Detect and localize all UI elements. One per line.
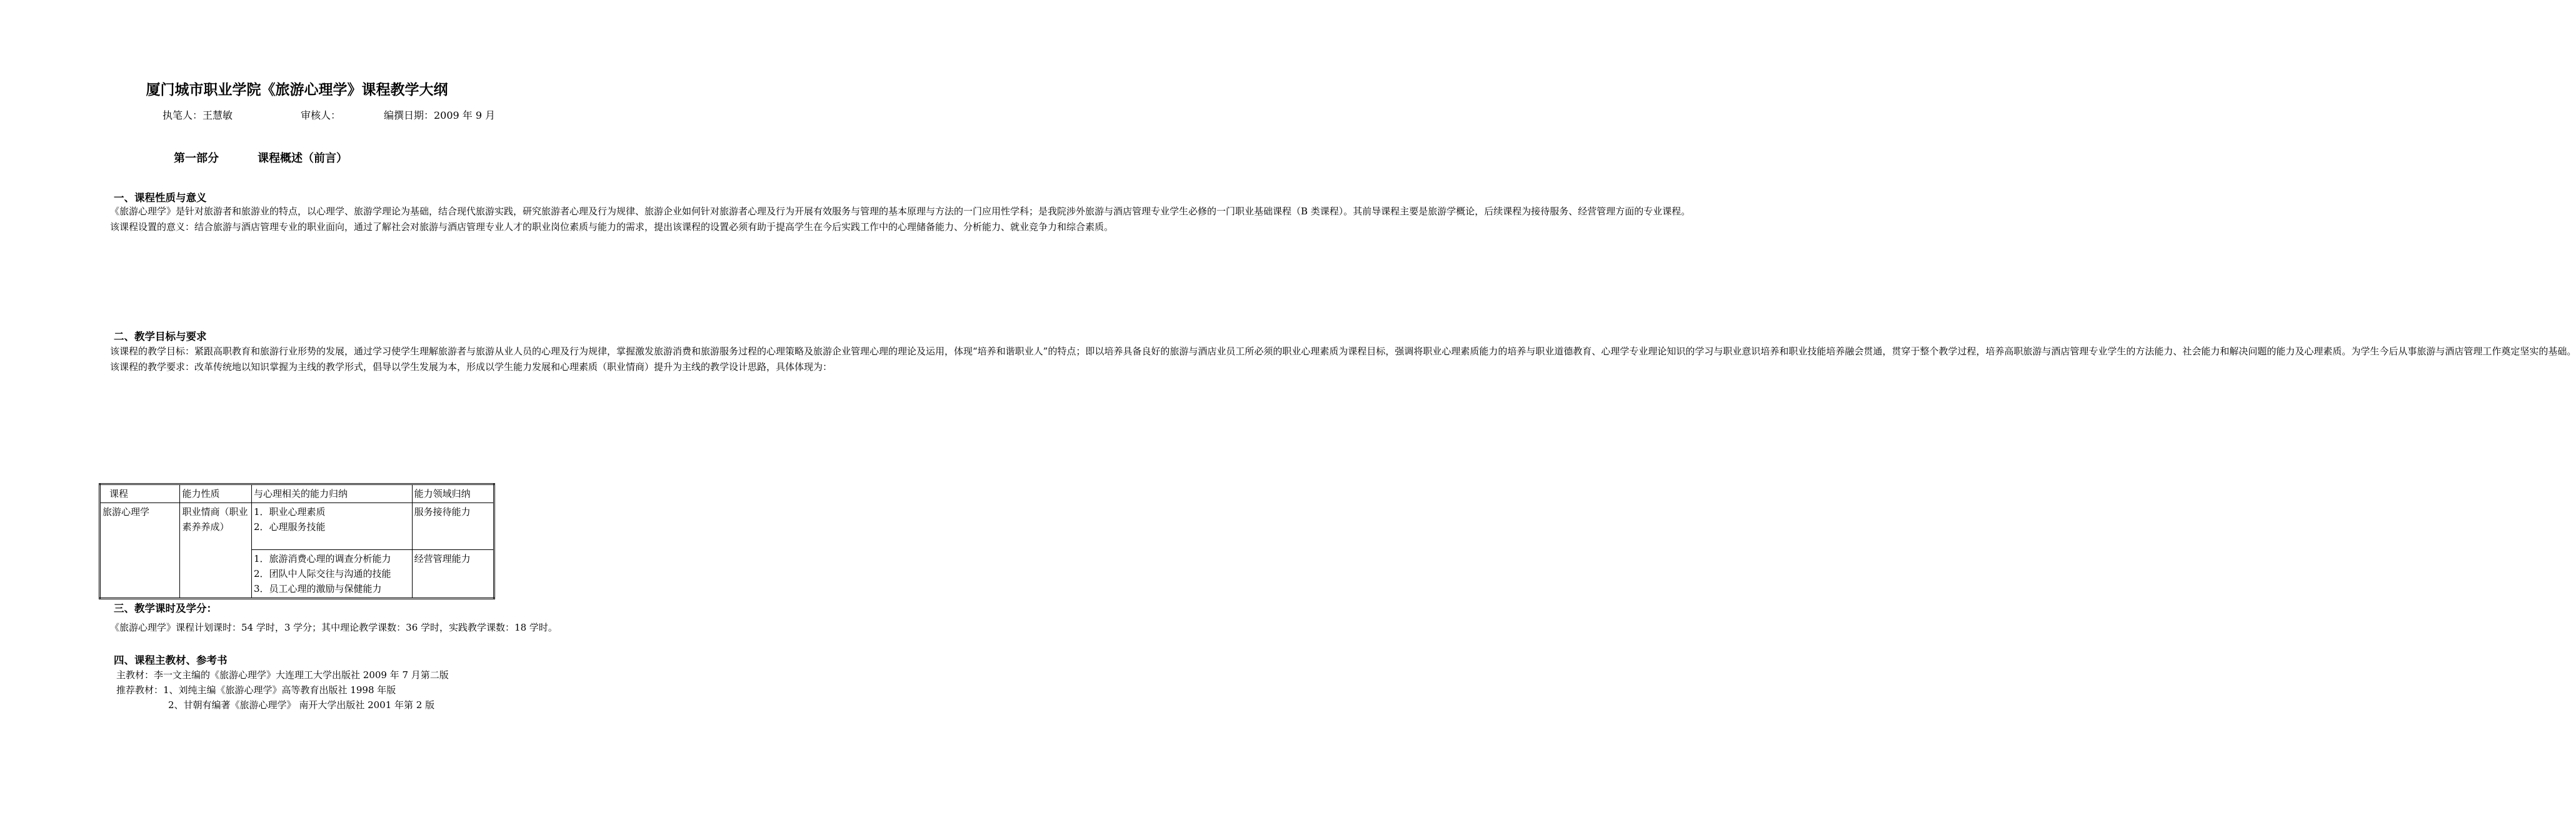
section-1-paragraph-2: 该课程设置的意义：结合旅游与酒店管理专业的职业面向，通过了解社会对旅游与酒店管理专业人才的职业岗位素质与能力的需求，提出该课程的设置必须有助于提高学生在今后实践工作中的心理储备能力、分析能力、就业竞争力和综合素质。 bbox=[110, 221, 1114, 232]
section-3-heading: 三、教学课时及学分： bbox=[114, 602, 217, 614]
group2-abilities bbox=[251, 550, 412, 599]
section-1-heading: 一、课程性质与意义 bbox=[114, 192, 207, 204]
section-2-body bbox=[91, 344, 2576, 375]
header-abilities: 与心理相关的能力归纳 bbox=[251, 484, 412, 503]
author: 执笔人：王慧敏 bbox=[163, 109, 233, 121]
section-2-paragraph-2: 该课程的教学要求：改革传统地以知识掌握为主线的教学形式，倡导以学生发展为本，形成以学生能力发展和心理素质（职业情商）提升为主线的教学设计思路，具体体现为： bbox=[110, 361, 833, 372]
section-3-body bbox=[91, 620, 558, 636]
course-cell: 旅游心理学 bbox=[100, 503, 180, 599]
compile-date: 编撰日期：2009 年 9 月 bbox=[384, 109, 496, 121]
list-item: 2．团队中人际交往与沟通的技能 bbox=[253, 568, 391, 579]
section-1-body bbox=[91, 204, 1691, 235]
group2-domain: 经营管理能力 bbox=[412, 550, 494, 599]
list-item: 2．心理服务技能 bbox=[253, 521, 326, 532]
section-2-heading: 二、教学目标与要求 bbox=[114, 331, 207, 342]
group1-abilities bbox=[251, 503, 412, 550]
list-item: 3．员工心理的激励与保健能力 bbox=[253, 583, 382, 594]
list-item: 1．旅游消费心理的调查分析能力 bbox=[253, 553, 391, 564]
reviewer: 审核人： bbox=[301, 109, 341, 121]
table-header-row bbox=[100, 484, 494, 503]
table-row bbox=[100, 503, 494, 550]
reference-book-1: 推荐教材：1、刘纯主编《旅游心理学》高等教育出版社 1998 年版 bbox=[116, 684, 396, 696]
header-domain: 能力领域归纳 bbox=[412, 484, 494, 503]
section-3-paragraph: 《旅游心理学》课程计划课时：54 学时，3 学分；其中理论教学课数：36 学时，实践教学课数：18 学时。 bbox=[110, 622, 558, 633]
part-label: 第一部分 bbox=[174, 152, 219, 165]
header-course: 课程 bbox=[100, 484, 180, 503]
part-title: 课程概述（前言） bbox=[258, 152, 348, 165]
header-nature: 能力性质 bbox=[180, 484, 252, 503]
reference-book-2: 2、甘朝有编著《旅游心理学》 南开大学出版社 2001 年第 2 版 bbox=[168, 699, 435, 711]
document-title: 厦门城市职业学院《旅游心理学》课程教学大纲 bbox=[146, 82, 448, 98]
main-textbook: 主教材：李一文主编的《旅游心理学》大连理工大学出版社 2009 年 7 月第二版 bbox=[116, 669, 449, 681]
nature-cell: 职业情商（职业素养养成） bbox=[180, 503, 252, 599]
section-1-paragraph-1: 《旅游心理学》是针对旅游者和旅游业的特点，以心理学、旅游学理论为基础，结合现代旅游实践，研究旅游者心理及行为规律、旅游企业如何针对旅游者心理及行为开展有效服务与管理的基本原理与方法的一门应用性学科；是我院涉外旅游与酒店管理专业学生必修的一门职业基础课程（B 类课程）。其前导课程主要是旅游学概论，后续课程为接待服务、经营管理方面的专业课程。 bbox=[110, 206, 1691, 217]
section-4-heading: 四、课程主教材、参考书 bbox=[114, 654, 228, 666]
group1-domain: 服务接待能力 bbox=[412, 503, 494, 550]
list-item: 1．职业心理素质 bbox=[253, 506, 326, 518]
ability-table bbox=[99, 483, 495, 599]
section-2-paragraph-1: 该课程的教学目标：紧跟高职教育和旅游行业形势的发展，通过学习使学生理解旅游者与旅游从业人员的心理及行为规律，掌握激发旅游消费和旅游服务过程的心理策略及旅游企业管理心理的理论及运用，体现“培养和谐职业人”的特点；即以培养具备良好的旅游与酒店业员工所必须的职业心理素质为课程目标，强调将职业心理素质能力的培养与职业道德教育、心理学专业理论知识的学习与职业意识培养和职业技能培养融会贯通，贯穿于整个教学过程，培养高职旅游与酒店管理专业学生的方法能力、社会能力和解决问题的能力及心理素质。为学生今后从事旅游与酒店管理工作奠定坚实的基础。 bbox=[110, 346, 2576, 357]
